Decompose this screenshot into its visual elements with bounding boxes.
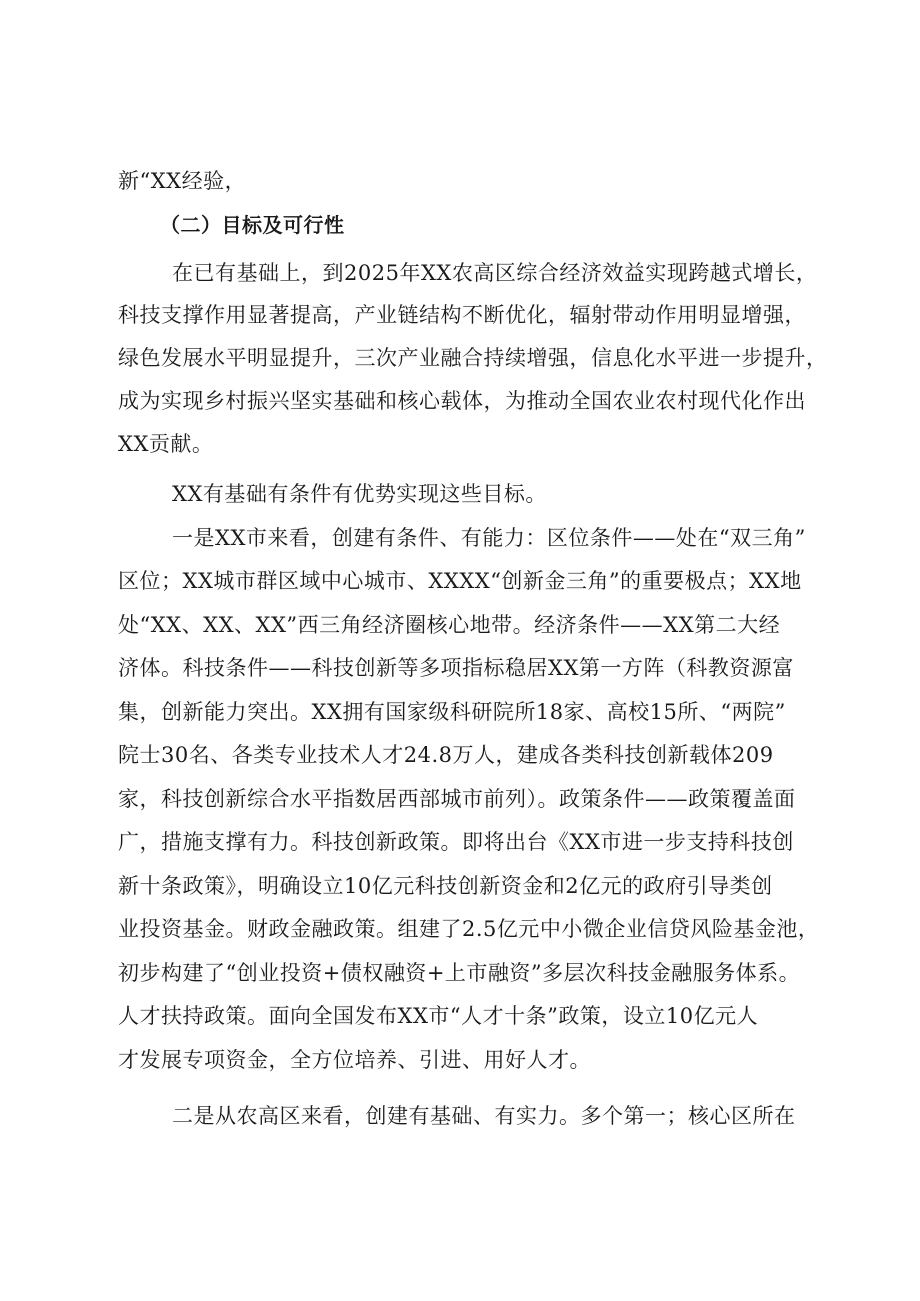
paragraph-line: 成为实现乡村振兴坚实基础和核心载体，为推动全国农业农村现代化作出: [118, 389, 806, 413]
paragraph-line: XX有基础有条件有优势实现这些目标。: [172, 482, 547, 506]
paragraph-line: 一是XX市来看，创建有条件、有能力：区位条件——处在“双三角”: [172, 526, 806, 550]
paragraph-line: 处“XX、XX、XX”西三角经济圈核心地带。经济条件——XX第二大经: [118, 613, 781, 637]
text-line: 新“XX经验，: [118, 169, 247, 193]
paragraph-line: 科技支撑作用显著提高，产业链结构不断优化，辐射带动作用明显增强，: [118, 303, 806, 327]
paragraph-line: 人才扶持政策。面向全国发布XX市“人才十条”政策，设立10亿元人: [118, 1004, 759, 1028]
paragraph-line: XX贡献。: [118, 432, 214, 456]
paragraph-line: 才发展专项资金，全方位培养、引进、用好人才。: [118, 1048, 591, 1072]
paragraph-line: 新十条政策》，明确设立10亿元科技创新资金和2亿元的政府引导类创: [118, 874, 773, 898]
paragraph-line: 集，创新能力突出。XX拥有国家级科研院所18家、高校15所、“两院”: [118, 700, 786, 724]
paragraph-line: 院士30名、各类专业技术人才24.8万人，建成各类科技创新载体209: [118, 743, 774, 767]
paragraph-line: 业投资基金。财政金融政策。组建了2.5亿元中小微企业信贷风险基金池，: [118, 917, 820, 941]
paragraph-line: 广，措施支撑有力。科技创新政策。即将出台《XX市进一步支持科技创: [118, 830, 794, 854]
paragraph-line: 济体。科技条件——科技创新等多项指标稳居XX第一方阵（科教资源富: [118, 656, 794, 680]
paragraph-line: 绿色发展水平明显提升，三次产业融合持续增强，信息化水平进一步提升，: [118, 346, 828, 370]
paragraph-line: 区位；XX城市群区域中心城市、XXXX“创新金三角”的重要极点；XX地: [118, 569, 802, 593]
paragraph-line: 初步构建了“创业投资+债权融资+上市融资”多层次科技金融服务体系。: [118, 961, 801, 985]
paragraph-line: 二是从农高区来看，创建有基础、有实力。多个第一；核心区所在: [172, 1104, 796, 1128]
paragraph-line: 家，科技创新综合水平指数居西部城市前列）。政策条件——政策覆盖面: [118, 787, 796, 811]
section-heading: （二）目标及可行性: [160, 213, 345, 237]
paragraph-line: 在已有基础上，到2025年XX农高区综合经济效益实现跨越式增长，: [172, 261, 818, 285]
